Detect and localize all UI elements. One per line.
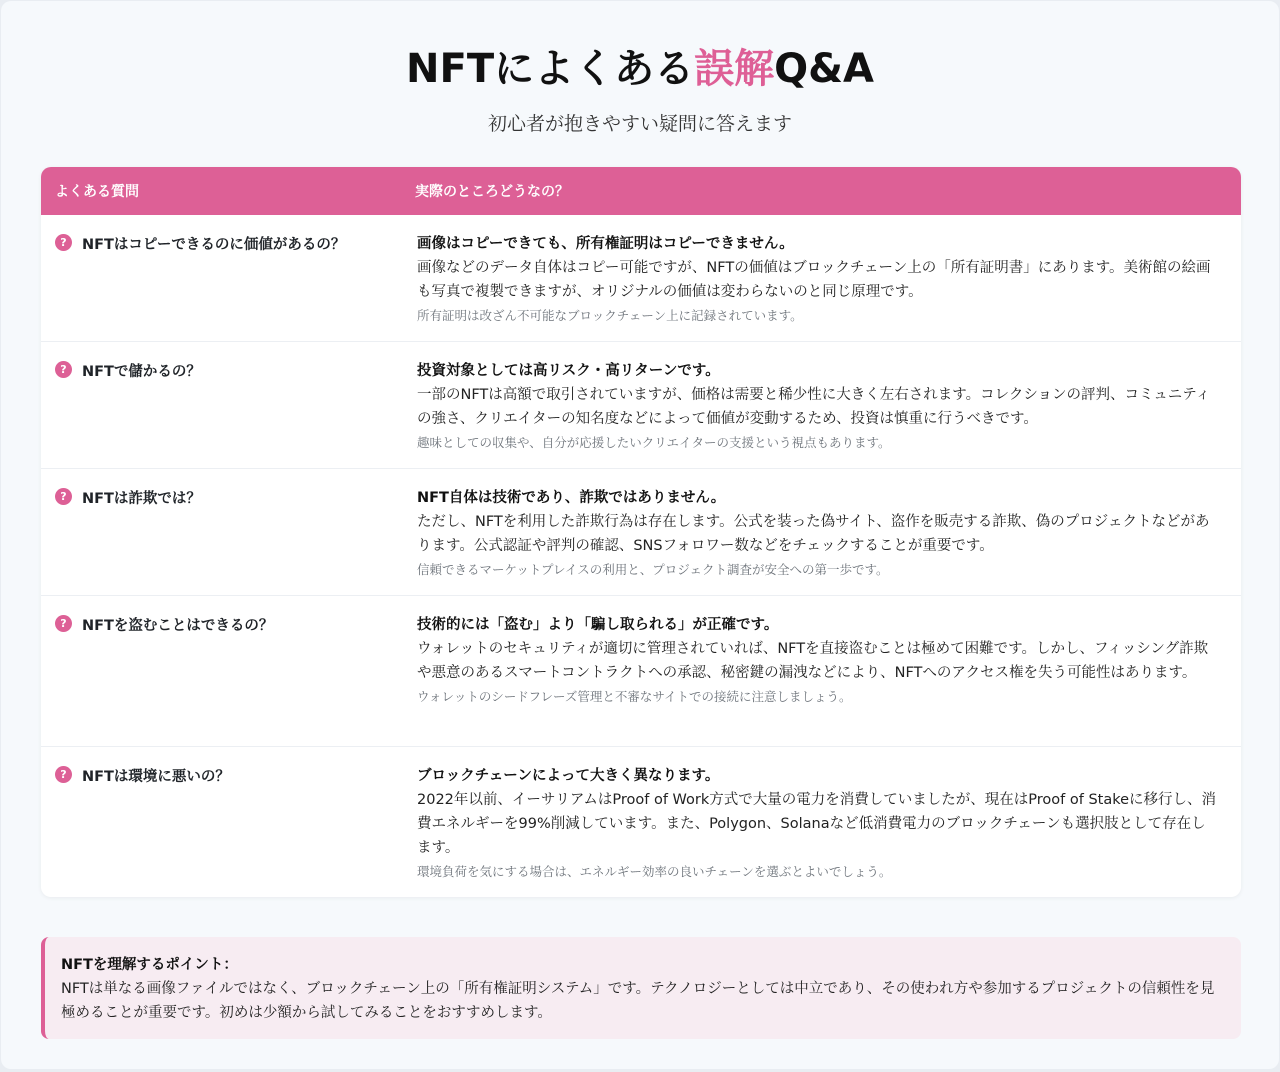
answer-body: ただし、NFTを利用した詐欺行為は存在します。公式を装った偽サイト、盗作を販売する詐欺、偽のプロジェクトなどがあります。公式認証や評判の確認、SNSフォロワー数などをチェックすることが重要です。: [417, 514, 1210, 554]
question-cell: [41, 596, 401, 746]
answer-body: ウォレットのセキュリティが適切に管理されていれば、NFTを直接盗むことは極めて困難です。しかし、フィッシング詐欺や悪意のあるスマートコントラクトへの承認、秘密鍵の漏洩などにより、NFTへのアクセス権を失う可能性はあります。: [417, 641, 1209, 681]
answer-cell: [401, 469, 1241, 595]
question-cell: [41, 469, 401, 595]
column-header-answer: 実際のところどうなの？: [415, 184, 569, 200]
table-row: [41, 596, 1241, 747]
question-icon: ?: [55, 234, 72, 251]
key-point-body: NFTは単なる画像ファイルではなく、ブロックチェーン上の「所有権証明システム」です。テクノロジーとしては中立であり、その使われ方や参加するプロジェクトの信頼性を見極めることが重要です。初めは少額から試してみることをおすすめします。: [61, 981, 1215, 1021]
table-row: [41, 215, 1241, 342]
answer-lead: 技術的には「盗む」より「騙し取られる」が正確です。: [417, 617, 779, 633]
question-cell: [41, 747, 401, 897]
table-row: [41, 747, 1241, 897]
answer-cell: [401, 596, 1241, 746]
answer-cell: [401, 215, 1241, 341]
question-icon: ?: [55, 361, 72, 378]
question-cell: [41, 215, 401, 341]
answer-lead: 投資対象としては高リスク・高リターンです。: [417, 363, 720, 379]
answer-note: 趣味としての収集や、自分が応援したいクリエイターの支援という視点もあります。: [417, 435, 891, 450]
question-cell: [41, 342, 401, 468]
question-icon: ?: [55, 615, 72, 632]
answer-body: 画像などのデータ自体はコピー可能ですが、NFTの価値はブロックチェーン上の「所有証明書」にあります。美術館の絵画も写真で複製できますが、オリジナルの価値は変わらないのと同じ原理です。: [417, 260, 1211, 300]
answer-cell: [401, 342, 1241, 468]
page-title: [1, 37, 1279, 94]
key-point-callout: [41, 937, 1241, 1039]
answer-lead: NFT自体は技術であり、詐欺ではありません。: [417, 490, 726, 506]
answer-note: ウォレットのシードフレーズ管理と不審なサイトでの接続に注意しましょう。: [417, 689, 852, 704]
question-text: NFTは詐欺では？: [82, 491, 201, 507]
question-icon: ?: [55, 766, 72, 783]
answer-note: 信頼できるマーケットプレイスの利用と、プロジェクト調査が安全への第一歩です。: [417, 562, 889, 577]
answer-lead: ブロックチェーンによって大きく異なります。: [417, 768, 720, 784]
title-prefix: NFTによくある: [406, 46, 695, 92]
page-subtitle: 初心者が抱きやすい疑問に答えます: [487, 113, 792, 135]
answer-body: 一部のNFTは高額で取引されていますが、価格は需要と稀少性に大きく左右されます。コレクションの評判、コミュニティの強さ、クリエイターの知名度などによって価値が変動するため、投資は慎重に行うべきです。: [417, 387, 1211, 427]
question-text: NFTを盗むことはできるの？: [82, 618, 274, 634]
answer-cell: [401, 747, 1241, 897]
table-header: [41, 167, 1241, 215]
answer-note: 所有証明は改ざん不可能なブロックチェーン上に記録されています。: [417, 308, 803, 323]
title-accent: 誤解: [694, 46, 775, 92]
question-text: NFTで儲かるの？: [82, 364, 201, 380]
question-text: NFTは環境に悪いの？: [82, 769, 230, 785]
table-row: [41, 469, 1241, 596]
answer-lead: 画像はコピーできても、所有権証明はコピーできません。: [417, 236, 794, 252]
question-icon: ?: [55, 488, 72, 505]
page: [1, 1, 1279, 1069]
table-row: [41, 342, 1241, 469]
answer-note: 環境負荷を気にする場合は、エネルギー効率の良いチェーンを選ぶとよいでしょう。: [417, 864, 892, 879]
answer-body: 2022年以前、イーサリアムはProof of Work方式で大量の電力を消費していましたが、現在はProof of Stakeに移行し、消費エネルギーを99%削減しています。また、Polygon、Solanaなど低消費電力のブロックチェーンも選択肢として存在します。: [417, 792, 1217, 856]
question-text: NFTはコピーできるのに価値があるの？: [82, 237, 346, 253]
key-point-title: NFTを理解するポイント：: [61, 957, 238, 973]
column-header-question: よくある質問: [55, 184, 139, 200]
title-suffix: Q&A: [774, 46, 874, 92]
qa-table: [41, 167, 1241, 897]
